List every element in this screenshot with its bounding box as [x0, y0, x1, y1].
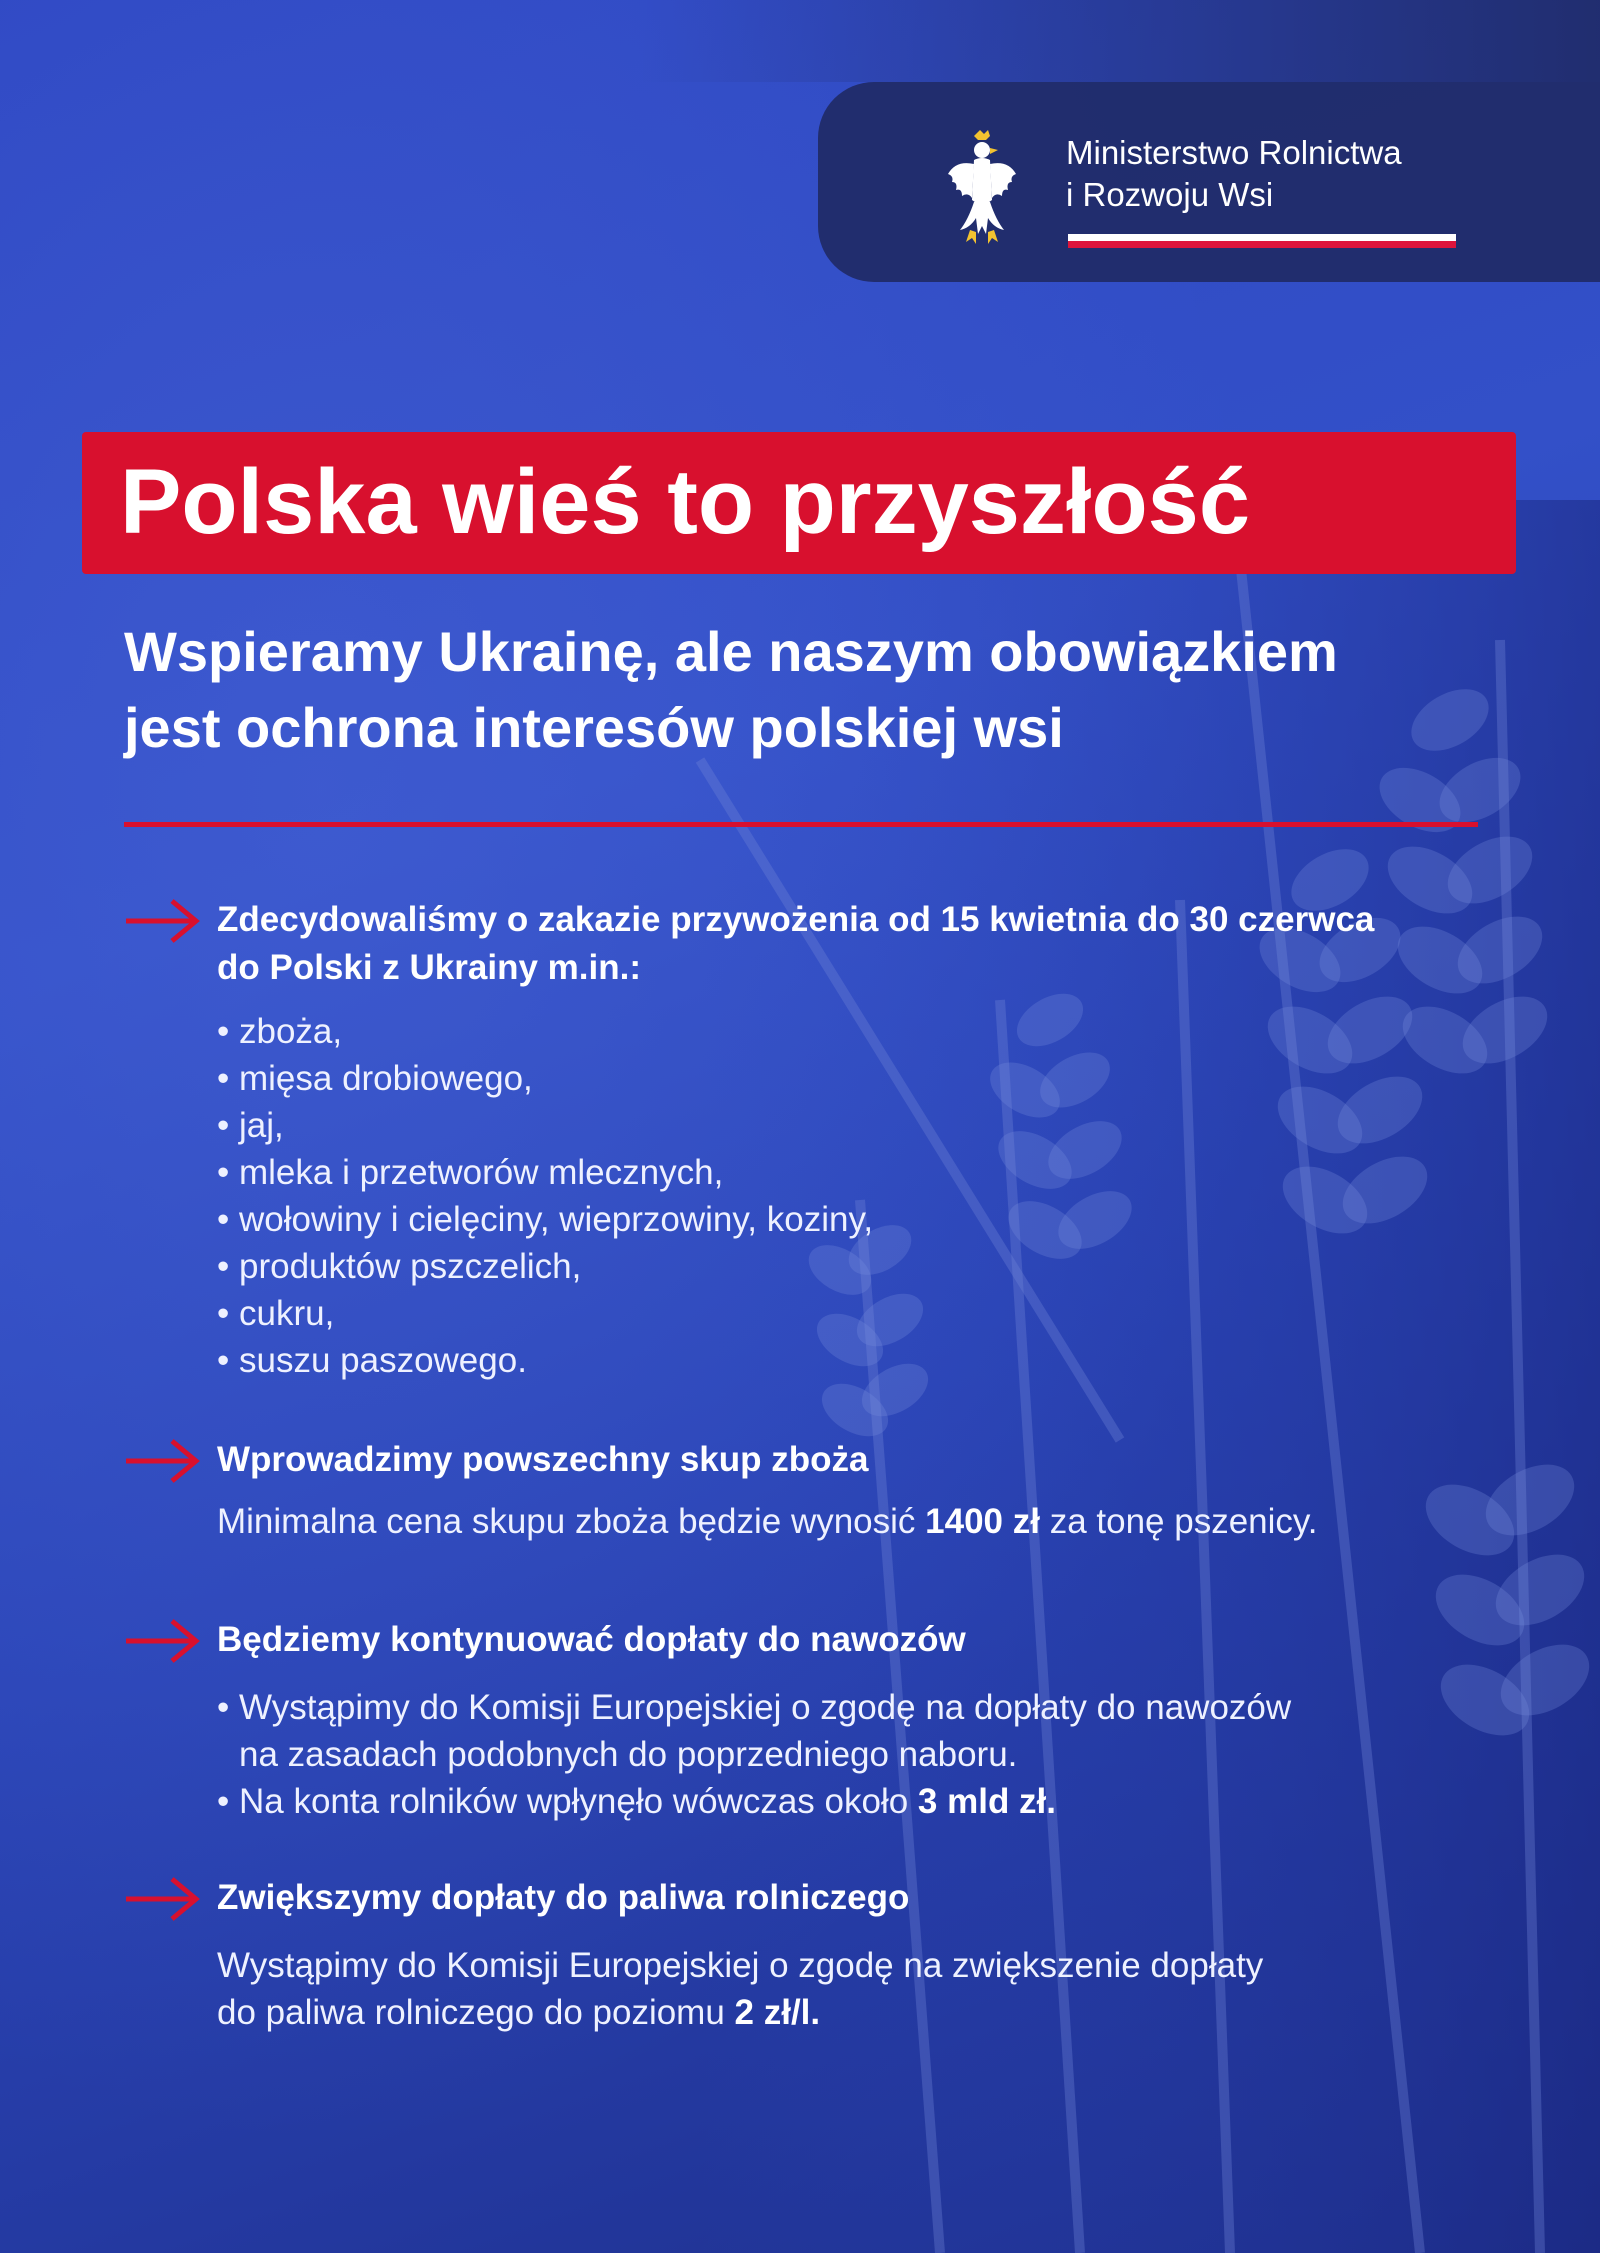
divider: [124, 822, 1478, 827]
subtitle: [124, 614, 1524, 766]
section-body: [217, 1684, 1291, 1825]
section-heading: [217, 896, 1374, 992]
section-heading: Będziemy kontynuować dopłaty do nawozów: [217, 1620, 966, 1659]
section-body: [217, 1942, 1263, 2036]
right-arrow-icon: [124, 896, 200, 946]
body-text: do paliwa rolniczego do poziomu: [217, 1993, 735, 2032]
list-item: [217, 1778, 1291, 1825]
subtitle-line2: jest ochrona interesów polskiej wsi: [124, 696, 1064, 759]
list-item: • zboża,: [217, 1012, 343, 1051]
list-item: • wołowiny i cielęciny, wieprzowiny, koziny,: [217, 1200, 874, 1239]
top-band: [0, 0, 1600, 82]
section-heading-line1: Zdecydowaliśmy o zakazie przywożenia od 15 kwietnia do 30 czerwca: [217, 900, 1375, 939]
list-item: • Wystąpimy do Komisji Europejskiej o zgodę na dopłaty do nawozów: [217, 1688, 1292, 1727]
right-arrow-icon: [124, 1874, 200, 1924]
polish-eagle-emblem-icon: [946, 130, 1018, 246]
body-text: za tonę pszenicy.: [1039, 1502, 1318, 1541]
section-heading: Wprowadzimy powszechny skup zboża: [217, 1440, 869, 1479]
body-line: [217, 1989, 1263, 2036]
flag-white-stripe: [1068, 234, 1456, 241]
list-item: • suszu paszowego.: [217, 1341, 527, 1380]
ministry-name-line2: i Rozwoju Wsi: [1066, 176, 1274, 213]
subtitle-line1: Wspieramy Ukrainę, ale naszym obowiązkiem: [124, 620, 1338, 683]
ministry-name-line1: Ministerstwo Rolnictwa: [1066, 134, 1402, 171]
price-value: 1400 zł: [925, 1502, 1040, 1541]
right-arrow-icon: [124, 1616, 200, 1666]
ministry-name: [1066, 132, 1466, 216]
list-item-continuation: na zasadach podobnych do poprzedniego naboru.: [239, 1735, 1018, 1774]
section-body: [217, 1498, 1318, 1545]
fuel-rate-value: 2 zł/l.: [734, 1993, 821, 2032]
list-item: • jaj,: [217, 1106, 284, 1145]
body-line: Wystąpimy do Komisji Europejskiej o zgodę na zwiększenie dopłaty: [217, 1946, 1264, 1985]
right-arrow-icon: [124, 1436, 200, 1486]
section-heading-line2: do Polski z Ukrainy m.in.:: [217, 948, 641, 987]
banned-products-list: [217, 1008, 873, 1384]
section-heading: Zwiększymy dopłaty do paliwa rolniczego: [217, 1878, 910, 1917]
polish-flag-stripe: [1068, 234, 1456, 248]
flag-red-stripe: [1068, 241, 1456, 248]
list-item: • produktów pszczelich,: [217, 1247, 582, 1286]
page-title: Polska wieś to przyszłość: [120, 451, 1251, 553]
amount-value: 3 mld zł.: [917, 1782, 1056, 1821]
list-item: • mięsa drobiowego,: [217, 1059, 533, 1098]
list-item: • mleka i przetworów mlecznych,: [217, 1153, 724, 1192]
title-banner: [82, 432, 1516, 574]
body-text: • Na konta rolników wpłynęło wówczas około: [217, 1782, 918, 1821]
body-text: Minimalna cena skupu zboża będzie wynosić: [217, 1502, 926, 1541]
list-item: • cukru,: [217, 1294, 335, 1333]
